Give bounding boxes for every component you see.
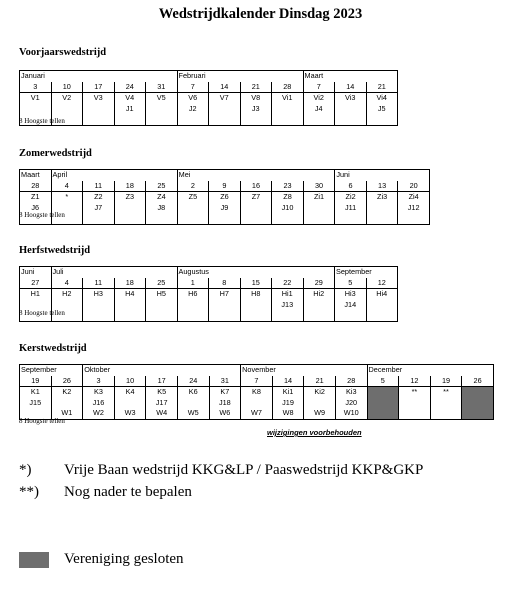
week-cell: W4 bbox=[146, 408, 178, 419]
date-cell: 14 bbox=[209, 82, 241, 93]
date-cell: 21 bbox=[240, 82, 272, 93]
match-cell: Ki3 bbox=[335, 387, 367, 398]
match-cell: Zi1 bbox=[303, 192, 335, 203]
week-cell bbox=[209, 114, 241, 125]
date-cell: 21 bbox=[304, 376, 336, 387]
month-cell bbox=[114, 365, 146, 376]
month-label: December bbox=[368, 365, 403, 375]
date-cell: 11 bbox=[83, 181, 115, 192]
round-cell bbox=[462, 398, 494, 409]
date-cell: 12 bbox=[399, 376, 431, 387]
month-cell bbox=[399, 365, 431, 376]
match-cell: Z3 bbox=[114, 192, 146, 203]
date-cell: 19 bbox=[430, 376, 462, 387]
week-cell bbox=[177, 310, 209, 321]
match-cell: Ki2 bbox=[304, 387, 336, 398]
date-cell: 26 bbox=[51, 376, 83, 387]
month-cell bbox=[209, 365, 241, 376]
round-cell bbox=[83, 104, 115, 115]
date-cell: 31 bbox=[209, 376, 241, 387]
match-cell: V8 bbox=[240, 93, 272, 104]
match-cell: Z2 bbox=[83, 192, 115, 203]
legend-text-double-star: Nog nader te bepalen bbox=[64, 484, 192, 500]
round-cell bbox=[240, 203, 272, 214]
week-cell: W2 bbox=[83, 408, 115, 419]
week-cell bbox=[335, 114, 367, 125]
legend-symbol-star: *) bbox=[19, 462, 32, 478]
date-cell: 24 bbox=[177, 376, 209, 387]
match-cell: Zi3 bbox=[366, 192, 398, 203]
match-cell bbox=[462, 387, 494, 398]
match-cell: V4 bbox=[114, 93, 146, 104]
round-cell: J7 bbox=[83, 203, 115, 214]
match-cell: Zi2 bbox=[335, 192, 367, 203]
date-cell: 7 bbox=[303, 82, 335, 93]
date-cell: 29 bbox=[303, 278, 335, 289]
month-label: Oktober bbox=[83, 365, 115, 376]
date-cell: 20 bbox=[398, 181, 430, 192]
round-cell bbox=[177, 203, 209, 214]
round-cell: J18 bbox=[209, 398, 241, 409]
week-cell: W1 bbox=[51, 408, 83, 419]
footnote-voorjaar: 8 Hoogste tellen bbox=[19, 117, 65, 125]
date-cell: 9 bbox=[209, 181, 241, 192]
date-cell: 28 bbox=[272, 82, 304, 93]
round-cell: J20 bbox=[335, 398, 367, 409]
round-cell bbox=[240, 300, 272, 311]
round-cell: J12 bbox=[398, 203, 430, 214]
round-cell bbox=[146, 104, 178, 115]
week-cell bbox=[146, 213, 178, 224]
month-cell bbox=[304, 365, 336, 376]
date-cell: 7 bbox=[177, 82, 209, 93]
date-cell: 6 bbox=[335, 181, 367, 192]
match-cell: H5 bbox=[146, 289, 178, 300]
month-cell bbox=[462, 365, 494, 376]
date-cell: 16 bbox=[240, 181, 272, 192]
round-cell: J16 bbox=[83, 398, 115, 409]
round-cell bbox=[51, 398, 83, 409]
match-cell: Vi4 bbox=[366, 93, 398, 104]
round-cell bbox=[241, 398, 273, 409]
month-label: Juli bbox=[51, 267, 83, 278]
date-cell: 8 bbox=[209, 278, 241, 289]
match-cell: Vi2 bbox=[303, 93, 335, 104]
match-cell: H1 bbox=[20, 289, 52, 300]
footnote-zomer: 8 Hoogste tellen bbox=[19, 211, 65, 219]
date-cell: 4 bbox=[51, 278, 83, 289]
date-cell: 28 bbox=[335, 376, 367, 387]
round-cell bbox=[20, 104, 52, 115]
month-cell bbox=[177, 365, 209, 376]
week-cell bbox=[146, 114, 178, 125]
section-title-herfst: Herfstwedstrijd bbox=[19, 245, 91, 256]
round-cell: J14 bbox=[335, 300, 367, 311]
date-cell: 14 bbox=[335, 82, 367, 93]
calendar-kerst bbox=[19, 364, 494, 420]
date-cell: 3 bbox=[20, 82, 52, 93]
match-cell: V6 bbox=[177, 93, 209, 104]
match-cell: * bbox=[51, 192, 83, 203]
round-cell bbox=[209, 104, 241, 115]
match-cell: V5 bbox=[146, 93, 178, 104]
match-cell: H3 bbox=[83, 289, 115, 300]
month-label: Juni bbox=[20, 267, 52, 278]
month-cell bbox=[366, 170, 398, 181]
round-cell: J17 bbox=[146, 398, 178, 409]
date-cell: 22 bbox=[272, 278, 304, 289]
round-cell: J2 bbox=[177, 104, 209, 115]
match-cell: H2 bbox=[51, 289, 83, 300]
round-cell bbox=[146, 300, 178, 311]
match-cell: K5 bbox=[146, 387, 178, 398]
round-cell bbox=[177, 398, 209, 409]
changes-notice: wijzigingen voorbehouden bbox=[267, 428, 362, 437]
date-cell: 26 bbox=[462, 376, 494, 387]
date-cell: 11 bbox=[83, 278, 115, 289]
round-cell: J19 bbox=[272, 398, 304, 409]
date-cell: 23 bbox=[272, 181, 304, 192]
week-cell: W6 bbox=[209, 408, 241, 419]
week-cell bbox=[303, 213, 335, 224]
match-cell: K7 bbox=[209, 387, 241, 398]
month-label: April bbox=[51, 170, 83, 181]
match-cell bbox=[367, 387, 399, 398]
match-cell: K6 bbox=[177, 387, 209, 398]
month-cell bbox=[335, 71, 367, 82]
week-cell bbox=[462, 408, 494, 419]
round-cell: J1 bbox=[114, 104, 146, 115]
section-title-zomer: Zomerwedstrijd bbox=[19, 148, 92, 159]
month-label: Maart bbox=[303, 71, 335, 82]
round-cell bbox=[399, 398, 431, 409]
round-cell: J11 bbox=[335, 203, 367, 214]
match-cell: V2 bbox=[51, 93, 83, 104]
match-cell: K1 bbox=[20, 387, 52, 398]
round-cell bbox=[114, 300, 146, 311]
round-cell: J5 bbox=[366, 104, 398, 115]
match-cell: H8 bbox=[240, 289, 272, 300]
month-cell bbox=[430, 365, 462, 376]
month-cell bbox=[272, 267, 304, 278]
week-cell bbox=[177, 213, 209, 224]
week-cell bbox=[303, 114, 335, 125]
month-cell bbox=[303, 170, 335, 181]
match-cell: Zi4 bbox=[398, 192, 430, 203]
month-cell bbox=[114, 170, 146, 181]
month-label: September bbox=[21, 365, 57, 375]
date-cell: 14 bbox=[272, 376, 304, 387]
date-cell: 21 bbox=[366, 82, 398, 93]
date-cell: 10 bbox=[51, 82, 83, 93]
match-cell: V1 bbox=[20, 93, 52, 104]
date-cell: 5 bbox=[335, 278, 367, 289]
calendar-herfst bbox=[19, 266, 398, 322]
round-cell: J6 bbox=[20, 203, 52, 214]
match-cell: ** bbox=[399, 387, 431, 398]
month-cell bbox=[146, 267, 178, 278]
date-cell: 17 bbox=[146, 376, 178, 387]
date-cell: 3 bbox=[83, 376, 115, 387]
month-cell bbox=[272, 365, 304, 376]
round-cell: J10 bbox=[272, 203, 304, 214]
closed-swatch bbox=[19, 552, 49, 568]
month-cell bbox=[240, 71, 272, 82]
match-cell: Hi2 bbox=[303, 289, 335, 300]
month-cell bbox=[146, 365, 178, 376]
week-cell bbox=[240, 114, 272, 125]
match-cell: Hi1 bbox=[272, 289, 304, 300]
week-cell bbox=[398, 213, 430, 224]
date-cell: 28 bbox=[20, 181, 52, 192]
round-cell bbox=[83, 300, 115, 311]
date-cell: 4 bbox=[51, 181, 83, 192]
date-cell: 7 bbox=[241, 376, 273, 387]
round-cell bbox=[114, 398, 146, 409]
match-cell: Vi1 bbox=[272, 93, 304, 104]
match-cell: Z8 bbox=[272, 192, 304, 203]
round-cell bbox=[366, 203, 398, 214]
month-cell bbox=[114, 267, 146, 278]
match-cell: Vi3 bbox=[335, 93, 367, 104]
date-cell: 12 bbox=[366, 278, 398, 289]
date-cell: 25 bbox=[146, 278, 178, 289]
page-title: Wedstrijdkalender Dinsdag 2023 bbox=[158, 6, 363, 22]
match-cell: K8 bbox=[241, 387, 273, 398]
date-cell: 24 bbox=[114, 82, 146, 93]
date-cell: 31 bbox=[146, 82, 178, 93]
week-cell bbox=[366, 310, 398, 321]
week-cell bbox=[209, 213, 241, 224]
date-cell: 19 bbox=[20, 376, 52, 387]
week-cell bbox=[303, 310, 335, 321]
month-cell bbox=[335, 365, 367, 376]
date-cell: 18 bbox=[114, 278, 146, 289]
month-label: Juni bbox=[335, 170, 367, 181]
week-cell bbox=[335, 310, 367, 321]
match-cell: Z7 bbox=[240, 192, 272, 203]
month-cell bbox=[209, 170, 241, 181]
week-cell bbox=[366, 213, 398, 224]
match-cell: K2 bbox=[51, 387, 83, 398]
match-cell: Z4 bbox=[146, 192, 178, 203]
week-cell bbox=[272, 310, 304, 321]
date-cell: 2 bbox=[177, 181, 209, 192]
date-cell: 30 bbox=[303, 181, 335, 192]
month-label: Maart bbox=[20, 170, 52, 181]
match-cell: V3 bbox=[83, 93, 115, 104]
month-cell bbox=[83, 71, 115, 82]
week-cell bbox=[335, 213, 367, 224]
match-cell: ** bbox=[430, 387, 462, 398]
round-cell: J13 bbox=[272, 300, 304, 311]
week-cell bbox=[430, 408, 462, 419]
month-label: Februari bbox=[177, 71, 209, 82]
match-cell: V7 bbox=[209, 93, 241, 104]
month-cell bbox=[114, 71, 146, 82]
round-cell: J9 bbox=[209, 203, 241, 214]
week-cell bbox=[272, 114, 304, 125]
week-cell bbox=[272, 213, 304, 224]
week-cell bbox=[114, 310, 146, 321]
date-cell: 15 bbox=[240, 278, 272, 289]
week-cell bbox=[366, 114, 398, 125]
round-cell bbox=[367, 398, 399, 409]
date-cell: 18 bbox=[114, 181, 146, 192]
month-cell bbox=[51, 71, 83, 82]
month-cell bbox=[366, 71, 398, 82]
week-cell bbox=[367, 408, 399, 419]
round-cell bbox=[430, 398, 462, 409]
week-cell bbox=[114, 114, 146, 125]
month-cell bbox=[83, 267, 115, 278]
month-cell bbox=[303, 267, 335, 278]
section-title-kerst: Kerstwedstrijd bbox=[19, 343, 87, 354]
week-cell: W3 bbox=[114, 408, 146, 419]
month-label: November bbox=[242, 365, 276, 375]
match-cell: Z6 bbox=[209, 192, 241, 203]
match-cell: K4 bbox=[114, 387, 146, 398]
round-cell: J4 bbox=[303, 104, 335, 115]
round-cell bbox=[366, 300, 398, 311]
round-cell bbox=[335, 104, 367, 115]
match-cell: H7 bbox=[209, 289, 241, 300]
date-cell: 1 bbox=[177, 278, 209, 289]
week-cell: W10 bbox=[335, 408, 367, 419]
legend-text-closed: Vereniging gesloten bbox=[64, 551, 184, 567]
month-cell bbox=[83, 170, 115, 181]
week-cell: W9 bbox=[304, 408, 336, 419]
footnote-herfst: 8 Hoogste tellen bbox=[19, 309, 65, 317]
week-cell bbox=[399, 408, 431, 419]
month-cell bbox=[146, 170, 178, 181]
week-cell bbox=[177, 114, 209, 125]
round-cell: J15 bbox=[20, 398, 52, 409]
round-cell bbox=[303, 300, 335, 311]
round-cell: J8 bbox=[146, 203, 178, 214]
month-cell bbox=[209, 71, 241, 82]
match-cell: K3 bbox=[83, 387, 115, 398]
round-cell: J3 bbox=[240, 104, 272, 115]
round-cell bbox=[209, 300, 241, 311]
date-cell: 10 bbox=[114, 376, 146, 387]
week-cell bbox=[146, 310, 178, 321]
month-label: Mei bbox=[177, 170, 209, 181]
round-cell bbox=[272, 104, 304, 115]
month-cell bbox=[240, 170, 272, 181]
round-cell bbox=[114, 203, 146, 214]
legend-text-star: Vrije Baan wedstrijd KKG&LP / Paaswedstrijd KKP&GKP bbox=[64, 462, 424, 478]
month-cell bbox=[146, 71, 178, 82]
month-label: Januari bbox=[20, 71, 52, 82]
month-cell bbox=[272, 71, 304, 82]
match-cell: Z1 bbox=[20, 192, 52, 203]
match-cell: Ki1 bbox=[272, 387, 304, 398]
round-cell bbox=[304, 398, 336, 409]
legend-symbol-double-star: **) bbox=[19, 484, 39, 500]
week-cell bbox=[114, 213, 146, 224]
date-cell: 25 bbox=[146, 181, 178, 192]
week-cell: W8 bbox=[272, 408, 304, 419]
match-cell: Hi3 bbox=[335, 289, 367, 300]
month-cell bbox=[209, 267, 241, 278]
match-cell: Z5 bbox=[177, 192, 209, 203]
round-cell bbox=[177, 300, 209, 311]
date-cell: 13 bbox=[366, 181, 398, 192]
week-cell bbox=[209, 310, 241, 321]
match-cell: H6 bbox=[177, 289, 209, 300]
month-cell bbox=[398, 170, 430, 181]
match-cell: Hi4 bbox=[366, 289, 398, 300]
week-cell bbox=[83, 213, 115, 224]
week-cell: W5 bbox=[177, 408, 209, 419]
date-cell: 5 bbox=[367, 376, 399, 387]
round-cell bbox=[303, 203, 335, 214]
month-cell bbox=[272, 170, 304, 181]
calendar-voorjaar bbox=[19, 70, 398, 126]
section-title-voorjaar: Voorjaarswedstrijd bbox=[19, 47, 107, 58]
date-cell: 17 bbox=[83, 82, 115, 93]
month-cell bbox=[240, 267, 272, 278]
footnote-kerst: 8 Hoogste tellen bbox=[19, 417, 65, 425]
week-cell bbox=[83, 310, 115, 321]
month-label: September bbox=[336, 267, 372, 277]
round-cell bbox=[51, 104, 83, 115]
week-cell bbox=[240, 213, 272, 224]
week-cell bbox=[83, 114, 115, 125]
date-cell: 27 bbox=[20, 278, 52, 289]
match-cell: H4 bbox=[114, 289, 146, 300]
month-label: Augustus bbox=[178, 267, 209, 277]
week-cell bbox=[240, 310, 272, 321]
week-cell: W7 bbox=[241, 408, 273, 419]
calendar-zomer bbox=[19, 169, 430, 225]
